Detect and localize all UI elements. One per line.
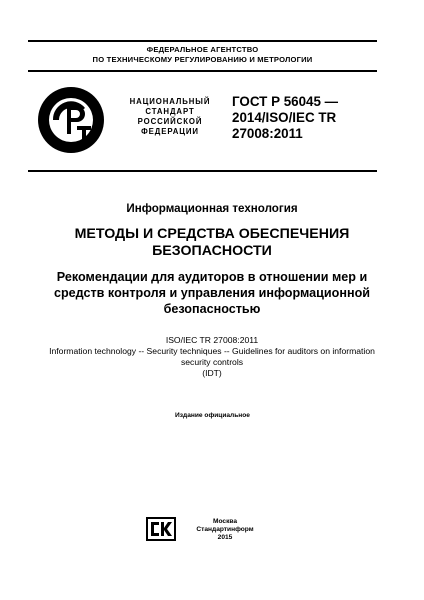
- standard-type-line1: НАЦИОНАЛЬНЫЙ: [129, 97, 211, 106]
- publisher-name: Стандартинформ: [196, 526, 254, 533]
- document-subtitle-line1: Рекомендации для аудиторов в отношении мер и: [56, 270, 368, 284]
- standard-type-line4: ФЕДЕРАЦИИ: [141, 127, 199, 136]
- document-subject: Информационная технология: [126, 202, 298, 215]
- agency-name-line1: ФЕДЕРАЛЬНОЕ АГЕНТСТВО: [146, 45, 259, 54]
- standard-number-line3: 27008:2011: [232, 126, 303, 141]
- document-title-line1: МЕТОДЫ И СРЕДСТВА ОБЕСПЕЧЕНИЯ: [74, 226, 350, 242]
- document-subtitle-line3: безопасностью: [163, 302, 261, 316]
- standard-number-line1: ГОСТ Р 56045 —: [232, 94, 339, 109]
- iso-english-title-line2: security controls: [180, 357, 244, 367]
- edition-label: Издание официальное: [175, 412, 250, 419]
- agency-name-line2: ПО ТЕХНИЧЕСКОМУ РЕГУЛИРОВАНИЮ И МЕТРОЛОГИИ: [92, 55, 313, 64]
- top-rule: [28, 40, 377, 42]
- publication-year: 2015: [217, 534, 233, 541]
- publisher-city: Москва: [212, 518, 238, 525]
- standartinform-logo: [146, 517, 176, 541]
- standard-number-line2: 2014/ISO/IEC TR: [232, 110, 337, 125]
- title-block-rule: [28, 170, 377, 172]
- standard-type-line3: РОССИЙСКОЙ: [137, 117, 203, 126]
- gost-r-logo: [37, 86, 105, 154]
- header-rule: [28, 70, 377, 72]
- iso-english-title-line1: Information technology -- Security techniques -- Guidelines for auditors on information: [49, 346, 375, 356]
- iso-identity-marker: (IDT): [202, 368, 222, 378]
- iso-code: ISO/IEC TR 27008:2011: [165, 335, 259, 345]
- document-subtitle-line2: средств контроля и управления информационной: [53, 286, 371, 300]
- document-title-line2: БЕЗОПАСНОСТИ: [152, 243, 272, 259]
- standard-type-line2: СТАНДАРТ: [145, 107, 195, 116]
